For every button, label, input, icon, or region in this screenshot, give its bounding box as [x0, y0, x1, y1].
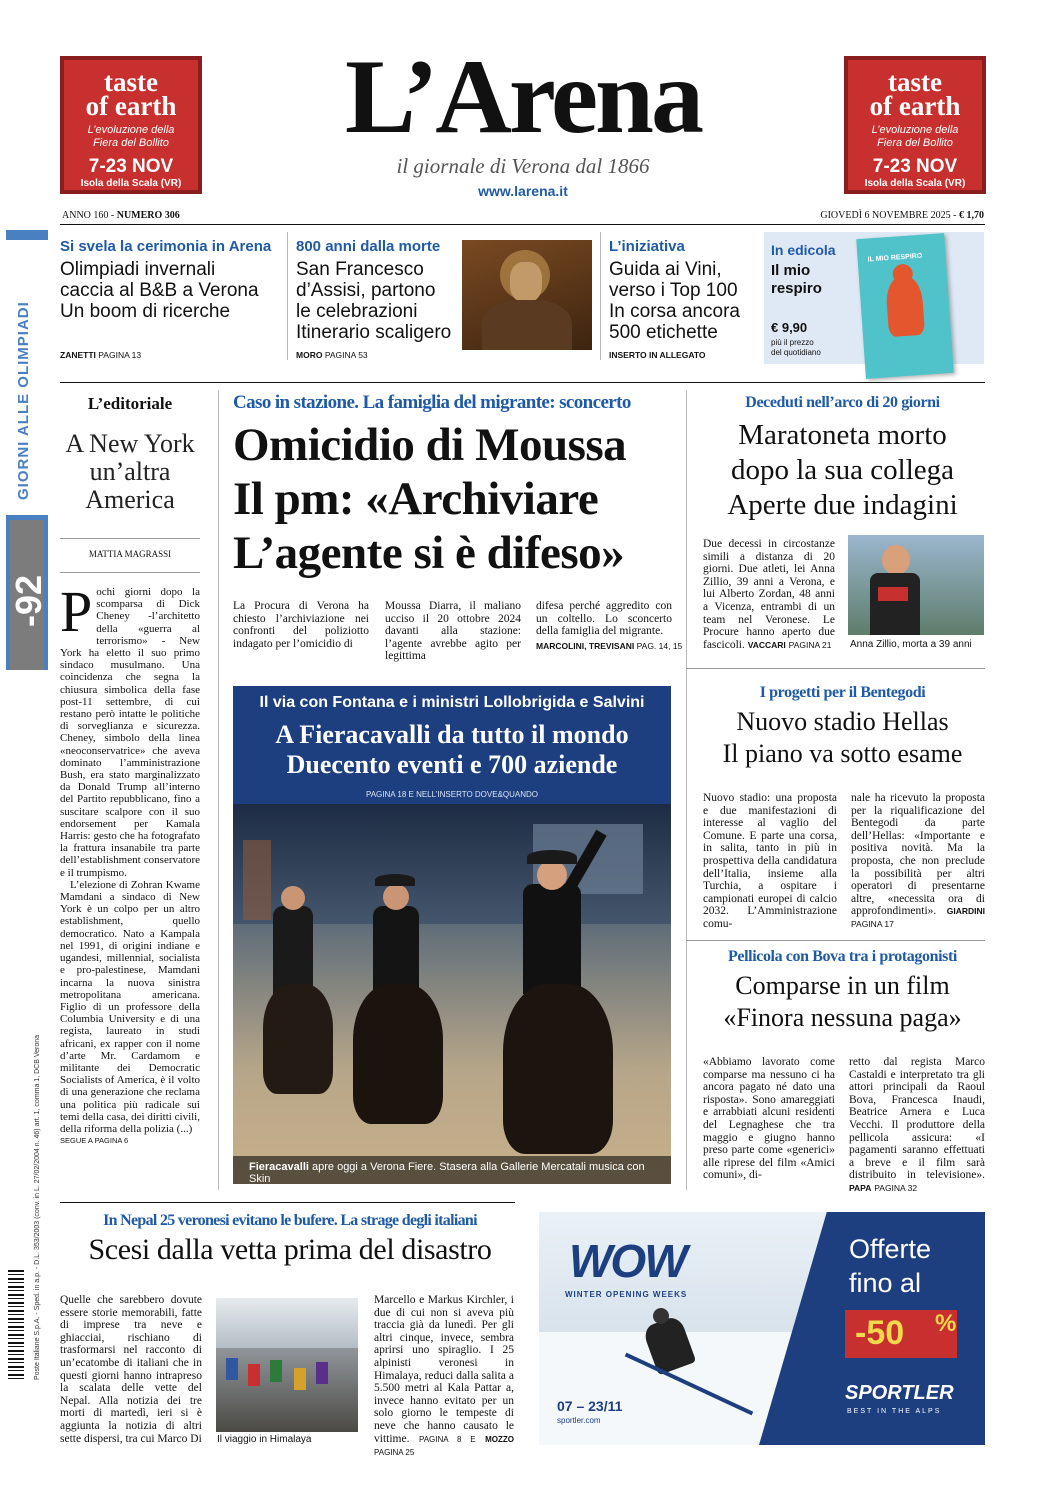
headline-1: San Francesco — [296, 259, 424, 280]
dropcap: P — [60, 579, 93, 644]
book-cover — [856, 233, 954, 379]
page-ref-1: PAGINA 8 E — [418, 1434, 476, 1444]
ad-line-1: taste — [888, 67, 942, 97]
author: GIARDINI — [946, 906, 985, 917]
ad-taste-of-earth-right[interactable] — [844, 56, 986, 194]
main-col-2: Moussa Diarra, il maliano ucciso il 20 ottobre 2024 davanti alla stazione: l’agente avrebbe agito per legittima — [385, 600, 521, 663]
nepal-text: Marcello e Markus Kirchler, i due di cui non si aveva più traccia già da lunedì. Per gli altri cinque, invece, sembra aprirsi uno spiraglio. I 25 alpinisti veronesi in Himalaya, reduci dalla salita a 5.500 metri al Kala Pattar a, invece hanno evitato per un solo giorno le tempeste di neve che hanno causato le vittime. — [374, 1294, 514, 1445]
author: MARCOLINI, TREVISANI — [536, 641, 635, 651]
marathon-body — [703, 538, 835, 651]
headline-1: Maratoneta morto — [738, 419, 947, 451]
stadio-col-1: Nuovo stadio: una proposta e due manifestazioni di interesse al vaglio del Comune. E parte una corsa, in salita, tanto in più in prospettiva della candidatura dell’Italia, insieme alla Turchia, a ospitare i campionati europei di calcio 2032. L’Amministrazione comu- — [703, 792, 837, 930]
kicker: In Nepal 25 veronesi evitano le bufere. La strage degli italiani — [103, 1212, 477, 1229]
headline-4: 500 etichette — [609, 322, 718, 343]
caption-text: apre oggi a Verona Fiere. Stasera alla Gallerie Mercatali musica con Skin — [249, 1161, 645, 1184]
editorial-title-2: un’altra — [89, 457, 171, 486]
main-col-3: difesa perché aggredito con un coltello. Lo sconcerto della famiglia del migrante. — [536, 600, 672, 638]
headline-3: Un boom di ricerche — [60, 301, 231, 322]
nepal-col-1: Quelle che sarebbero dovute essere storie memorabili, fatte di imprese tra neve e ghiacciai, rischiano di trasformarsi nel racconto di un’ecatombe di italiani che in questi giorni hanno intrapreso la scalata delle vette del Nepal. Alla notizia dei tre morti di martedì, ieri si è aggiunta la notizia di altri sette dispersi, tra cui Marco Di — [60, 1294, 202, 1445]
date-price: GIOVEDÌ 6 NOVEMBRE 2025 - € 1,70 — [820, 210, 984, 221]
page-ref-2: PAGINA 25 — [374, 1448, 415, 1458]
nepal-col-2 — [374, 1294, 514, 1460]
story-marathon[interactable] — [700, 394, 985, 523]
headline-3: L’agente si è difeso» — [233, 527, 625, 579]
byline: INSERTO IN ALLEGATO — [609, 350, 706, 360]
page-ref: PAGINA 13 — [98, 350, 142, 360]
website-link[interactable]: www.larena.it — [478, 183, 568, 199]
issue-info: ANNO 160 - NUMERO 306 — [62, 210, 180, 221]
olympics-countdown — [6, 230, 48, 670]
editorial-p1: ochi giorni dopo la scomparsa di Dick Cheney -l’architetto della «guerra al terrorismo» - New York ha eletto il suo primo sindaco musulmano. Una coincidenza che segna la chiusura simbolica della fase post-11 settembre, di cui restano però intatte le politiche di sorveglianza e sicurezza. Cheney, simbolo della linea «neoconservatrice» che aveva dominato l’amministrazione Bush, era stato marginalizzato da Donald Trump all’interno del Partito repubblicano, fino a suscitare scalpore con il suo endorsement per Kamala Harris: gesto che ha fotografato la frattura insanabile tra parte dell’establishment conservatore e il trumpismo. — [60, 586, 200, 879]
photo-caption: Il viaggio in Himalaya — [217, 1434, 312, 1445]
kicker: L’iniziativa — [609, 238, 685, 255]
headline-2: «Finora nessuna paga» — [723, 1003, 962, 1032]
editorial-body — [60, 579, 200, 1147]
headline-1: Comparse in un film — [735, 971, 950, 1000]
author: ZANETTI — [60, 350, 96, 360]
sportler-tagline: BEST IN THE ALPS — [847, 1408, 942, 1415]
ad-line-2: of earth — [869, 91, 961, 121]
date: GIOVEDÌ 6 NOVEMBRE 2025 — [820, 210, 951, 221]
byline — [536, 641, 682, 651]
caption-bold: Fieracavalli — [249, 1161, 309, 1173]
ad-dates: 7-23 NOV — [88, 156, 174, 177]
countdown-number: -92 — [8, 574, 49, 628]
price-note-1: più il prezzo — [771, 338, 814, 347]
discount-sign: % — [935, 1310, 957, 1337]
ad-place: Isola della Scala (VR) — [864, 178, 966, 189]
kicker: Pellicola con Bova tra i protagonisti — [728, 948, 957, 965]
san-francesco-painting — [462, 240, 592, 350]
main-col-1: La Procura di Verona ha chiesto l’archiviazione nei confronti del poliziotto indagato per l’omicidio di — [233, 600, 369, 650]
film-col-1: «Abbiamo lavorato come comparse ma nessuno ci ha ancora pagato né dato una risposta». Sono amareggiati e arrabbiati alcuni residenti del Legnaghese che tra maggio e giugno hanno preso parte come «generici» alle riprese del film «Amici comuni», di- — [703, 1056, 835, 1182]
headline-2: Il pm: «Archiviare — [233, 473, 599, 525]
wow-subtitle: WINTER OPENING WEEKS — [565, 1290, 688, 1299]
newspaper-title[interactable]: L’Arena — [345, 38, 701, 155]
book-name-1: Il mio — [771, 262, 811, 279]
postal-legal: Poste Italiane S.p.A. - Sped. in a.p. - D.L. 353/2003 (conv. in L. 27/02/2004 n. 46) art. 1, comma 1, DCB Verona — [34, 1034, 41, 1380]
issue-number: NUMERO 306 — [116, 210, 180, 221]
byline — [296, 350, 368, 360]
story-film[interactable] — [700, 948, 985, 1034]
story-stadio[interactable] — [700, 684, 985, 770]
page-ref: PAGINA 18 E NELL’INSERTO DOVE&QUANDO — [365, 790, 539, 799]
editorial-author: MATTIA MAGRASSI — [60, 538, 200, 559]
headline-2: Il piano va sotto esame — [722, 739, 963, 768]
horse-riders-photo — [233, 804, 671, 1184]
headline-1: Omicidio di Moussa — [233, 419, 627, 471]
masthead — [290, 38, 756, 199]
editorial-label: L’editoriale — [87, 394, 173, 413]
offer-line-1: Offerte — [849, 1234, 932, 1264]
main-story-moussa[interactable] — [233, 392, 673, 580]
ad-line-2: of earth — [85, 91, 177, 121]
editorial-p2: L’elezione di Zohran Kwame Mamdani a sindaco di New York è un colpo per un altro establishment, quello democratico. Nato a Kampala nel 1991, di origini indiane e ugandesi, millennial, socialista e pro-palestinese, Mamdani incarna la nuova sinistra metropolitana americana. Figlio di un professore della Columbia University e di una regista, laureato in studi africani, ex rapper con il nome d’arte Mr. Cardamom e militante dei Democratic Socialists of America, è il volto di una generazione che reclama una politica più radicale sui temi della casa, dei diritti civili, della riforma della polizia (...) — [60, 878, 200, 1135]
headline-3: le celebrazioni — [296, 301, 418, 322]
year: ANNO 160 — [62, 210, 109, 221]
headline-2: dopo la sua collega — [730, 454, 955, 486]
ad-line-4: Fiera del Bollito — [877, 137, 953, 149]
ad-line-3: L’evoluzione della — [87, 124, 175, 136]
headline-1: Guida ai Vini, — [609, 259, 722, 280]
photo-caption — [233, 1156, 671, 1184]
kicker: Deceduti nell’arco di 20 giorni — [745, 394, 940, 411]
sportler-logo: SPORTLER — [845, 1382, 954, 1404]
page-ref: PAGINA 21 — [788, 639, 832, 650]
marathon-text: Due decessi in circostanze simili a distanza di 20 giorni. Due atleti, lei Anna Zillio, 39 anni a Verona, e lui Alberto Zordan, 48 anni a Vicenza, entrambi di un team nel Veronese. Le Procure hanno aperto due fascicoli. — [703, 538, 835, 651]
countdown-box — [8, 520, 49, 670]
kicker: Si svela la cerimonia in Arena — [60, 238, 272, 255]
runner-photo — [848, 535, 984, 635]
kicker: Caso in stazione. La famiglia del migrante: sconcerto — [233, 392, 631, 413]
ad-dates: 7-23 NOV — [872, 156, 958, 177]
ad-site[interactable]: sportler.com — [557, 1416, 601, 1425]
author: MORO — [296, 350, 323, 360]
headline-2: verso i Top 100 — [609, 280, 738, 301]
himalaya-photo — [216, 1298, 358, 1432]
page-ref: PAGINA 53 — [324, 350, 368, 360]
price-note-2: del quotidiano — [771, 348, 821, 357]
barcode — [8, 1270, 24, 1380]
author: VACCARI — [747, 639, 786, 650]
book-promo[interactable] — [764, 232, 984, 364]
headline-4: Itinerario scaligero — [296, 322, 452, 343]
continue-link[interactable]: SEGUE A PAGINA 6 — [60, 1136, 129, 1146]
offer-line-2: fino al — [849, 1268, 922, 1298]
ad-sportler-wow[interactable] — [539, 1212, 985, 1445]
page-ref: PAGINA 32 — [874, 1182, 918, 1193]
kicker: In edicola — [771, 242, 836, 258]
ad-line-3: L’evoluzione della — [871, 124, 959, 136]
page-ref: PAGINA 17 — [851, 918, 894, 929]
price: € 1,70 — [959, 210, 984, 221]
byline — [60, 350, 141, 360]
wow-logo: WOW — [569, 1235, 686, 1287]
top-story-olympics[interactable] — [60, 238, 280, 322]
story-nepal[interactable] — [60, 1212, 520, 1268]
top-story-vini[interactable] — [609, 238, 759, 343]
editorial-header[interactable] — [60, 394, 200, 559]
book-cover-title: IL MIO RESPIRO — [867, 252, 923, 264]
ad-line-1: taste — [104, 67, 158, 97]
headline-3: Aperte due indagini — [727, 489, 958, 521]
headline-2: caccia al B&B a Verona — [60, 280, 259, 301]
editorial-title-3: America — [85, 485, 175, 514]
page-ref: PAG. 14, 15 — [636, 641, 683, 651]
ad-place: Isola della Scala (VR) — [80, 178, 182, 189]
headline-2: Duecento eventi e 700 aziende — [286, 750, 618, 779]
ad-dates: 07 – 23/11 — [557, 1398, 623, 1414]
book-price: € 9,90 — [771, 320, 808, 335]
headline-1: A Fieracavalli da tutto il mondo — [275, 720, 629, 749]
headline-1: Olimpiadi invernali — [60, 259, 216, 280]
headline: Scesi dalla vetta prima del disastro — [88, 1233, 492, 1266]
author: PAPA — [849, 1182, 872, 1193]
film-text: retto dal regista Marco Castaldi e interpretato tra gli attori principali da Raoul Bova, Francesca Inaudi, Beatrice Arnera e Luca Vecchi. Il produttore della pellicola assicura: «I pagamenti saranno effettuati a breve e il film sarà distribuito in televisione». — [849, 1056, 985, 1182]
kicker: Il via con Fontana e i ministri Lollobrigida e Salvini — [259, 694, 645, 711]
newspaper-subtitle: il giornale di Verona dal 1866 — [396, 154, 650, 178]
ad-line-4: Fiera del Bollito — [93, 137, 169, 149]
stadio-text: nale ha ricevuto la proposta per la riqualificazione del Bentegodi da parte dell’Hellas: «Importante e positiva novità. Ma la proposta, che non preclude la possibilità per altri operatori di presentarne altre, «necessita ora di approfondimenti». — [851, 792, 985, 918]
top-story-san-francesco[interactable] — [296, 238, 476, 343]
editorial-title-1: A New York — [65, 429, 195, 458]
author: MOZZO — [485, 1434, 515, 1444]
countdown-label: GIORNI ALLE OLIMPIADI — [15, 301, 32, 500]
photo-caption: Anna Zillio, morta a 39 anni — [850, 639, 972, 650]
stadio-col-2 — [851, 792, 985, 931]
ad-taste-of-earth-left[interactable] — [60, 56, 202, 194]
kicker: I progetti per il Bentegodi — [759, 684, 926, 701]
fieracavalli-feature[interactable] — [233, 686, 671, 1184]
discount-value: -50 — [855, 1314, 905, 1352]
film-col-2 — [849, 1056, 985, 1195]
headline-2: d’Assisi, partono — [296, 280, 436, 301]
headline-1: Nuovo stadio Hellas — [736, 707, 949, 736]
kicker: 800 anni dalla morte — [296, 238, 441, 255]
book-name-2: respiro — [771, 280, 822, 297]
headline-3: In corsa ancora — [609, 301, 740, 322]
